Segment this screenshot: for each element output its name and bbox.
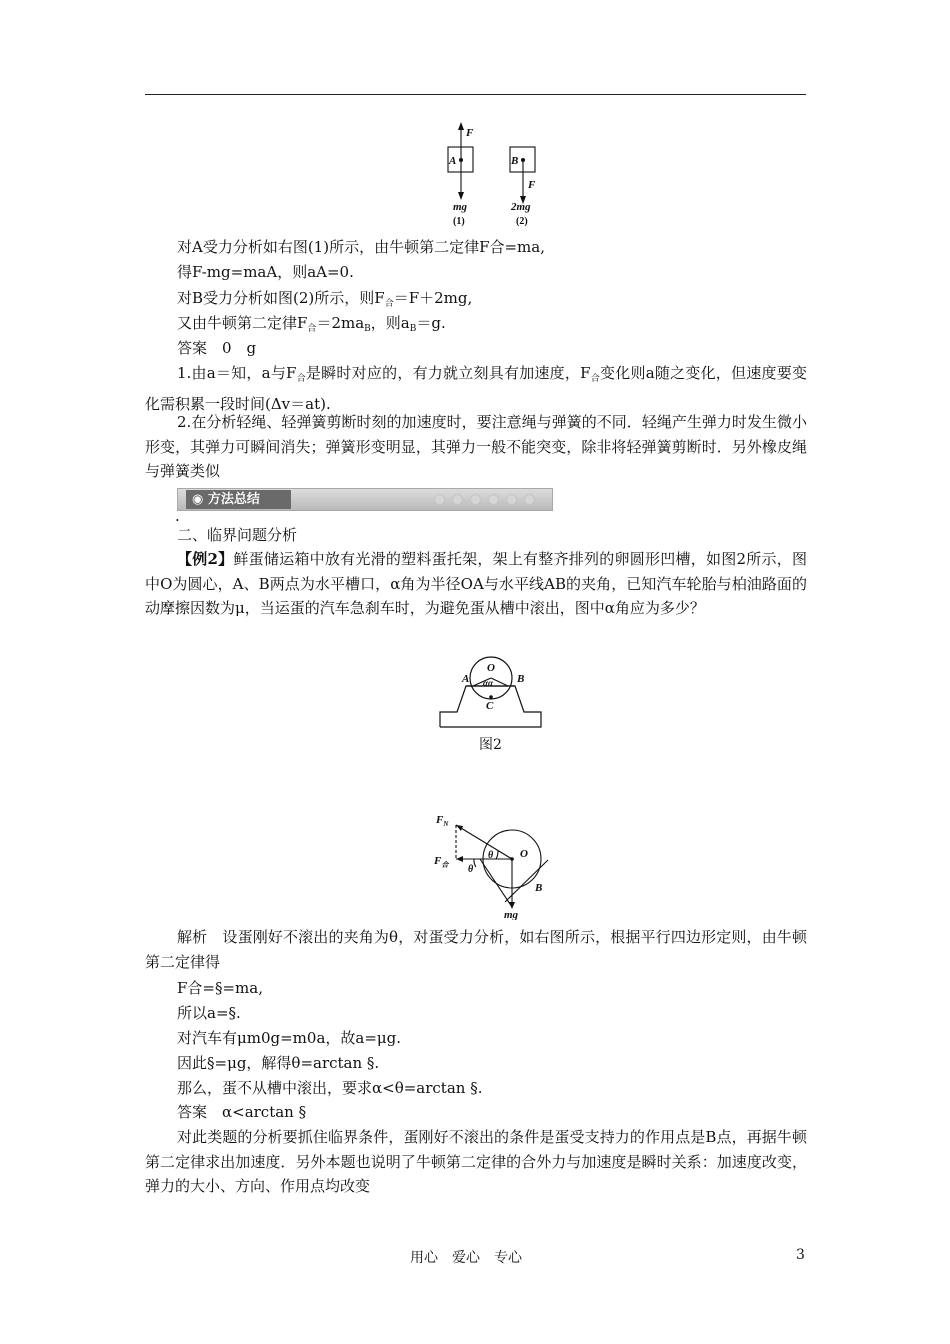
header-rule xyxy=(145,94,806,95)
answer-1: 答案 0 g xyxy=(177,339,257,357)
force-diagram-figure xyxy=(435,118,555,230)
arrow-icon xyxy=(456,825,463,831)
weight-label-2: 2mg xyxy=(511,201,531,213)
stray-period: . xyxy=(175,507,180,525)
egg-tray-figure xyxy=(435,652,547,730)
alpha-angle-label: αα xyxy=(483,678,493,688)
arrow-up-icon xyxy=(458,122,464,130)
analysis-a-line-1: 对A受力分析如右图(1)所示，由牛顿第二定律F合=ma, xyxy=(177,238,545,256)
section-2-title: 二、临界问题分析 xyxy=(177,526,298,544)
solution-line-3: 对汽车有μm0g=m0a，故a=μg. xyxy=(177,1029,402,1047)
egg-force-analysis-figure xyxy=(430,812,560,920)
point-o-label: O xyxy=(520,848,528,860)
method-summary-title: ◉ 方法总结 xyxy=(186,490,291,509)
theta-label-2: θ xyxy=(468,864,474,875)
banner-dot-icon xyxy=(470,494,481,505)
point-c-label: C xyxy=(486,700,494,712)
solution-line-5: 那么，蛋不从槽中滚出，要求α<θ=arctan §. xyxy=(177,1079,483,1097)
banner-dot-icon xyxy=(452,494,463,505)
summary-paragraph: 对此类题的分析要抓住临界条件，蛋刚好不滚出的条件是蛋受支持力的作用点是B点，再据牛顿第二定律求出加速度．另外本题也说明了牛顿第二定律的合外力与加速度是瞬时关系：加速度改变，弹力的大小、方向、作用点均改变 xyxy=(145,1128,807,1195)
figure1-caption-2: (2) xyxy=(516,216,528,227)
figure1-caption-1: (1) xyxy=(453,216,465,227)
weight-label: mg xyxy=(504,909,519,920)
solution-line-1: F合=§=ma, xyxy=(177,979,263,997)
arrow-down-icon xyxy=(458,192,464,200)
point-o-label: O xyxy=(487,662,495,674)
force-f-label-1: F xyxy=(466,127,474,139)
arrow-icon xyxy=(456,856,463,862)
banner-dot-icon xyxy=(488,494,499,505)
solution-answer: 答案 α<arctan § xyxy=(177,1103,307,1121)
theta-label-1: θ xyxy=(488,850,494,861)
point-b-label: B xyxy=(535,882,543,894)
banner-dot-icon xyxy=(524,494,535,505)
banner-dot-icon xyxy=(506,494,517,505)
page-number: 3 xyxy=(796,1247,805,1263)
net-force-label: $F_合$ xyxy=(434,855,449,869)
arrow-down-icon xyxy=(509,902,515,909)
note-1: 1.由a＝知，a与$F_合$是瞬时对应的，有力就立刻具有加速度，$F_合$变化则a随之变化，但速度要变化需积累一段时间(Δv＝at). xyxy=(145,364,807,413)
example-2: 【例2】鲜蛋储运箱中放有光滑的塑料蛋托架，架上有整齐排列的卵圆形凹槽，如图2所示，图中O为圆心，A、B两点为水平槽口，α角为半径OA与水平线AB的夹角，已知汽车轮胎与柏油路面的动摩擦因数为μ，当运蛋的汽车急刹车时，为避免蛋从槽中滚出，图中α角应为多少？ xyxy=(145,550,807,617)
force-f-label-2: F xyxy=(528,179,536,191)
solution-line-2: 所以a=§. xyxy=(177,1004,241,1022)
analysis-b-line-2: 又由牛顿第二定律$F_合=2ma_B$，则$a_B=g$. xyxy=(177,314,446,334)
weight-label-1: mg xyxy=(453,201,468,213)
point-a-label: A xyxy=(462,673,470,685)
note-2: 2.在分析轻绳、轻弹簧剪断时刻的加速度时，要注意绳与弹簧的不同．轻绳产生弹力时发生微小形变，其弹力可瞬间消失；弹簧形变明显，其弹力一般不能突变，除非将轻弹簧剪断时．另外橡皮绳与弹簧类似 xyxy=(145,413,807,480)
solution-line-4: 因此§=μg，解得θ=arctan §. xyxy=(177,1054,380,1072)
analysis-a-line-2: 得F-mg=maA，则aA=0. xyxy=(177,263,354,281)
banner-dot-icon xyxy=(434,494,445,505)
analysis-b-line-1: 对B受力分析如图(2)所示，则$F_合=F+2mg$, xyxy=(177,289,473,309)
point-b-label: B xyxy=(517,673,525,685)
figure-2-caption: 图2 xyxy=(479,737,502,753)
normal-force-label: $F_N$ xyxy=(436,814,449,828)
footer-motto: 用心 爱心 专心 xyxy=(410,1250,522,1266)
solution-intro: 解析 设蛋刚好不滚出的夹角为θ，对蛋受力分析，如右图所示，根据平行四边形定则，由牛顿第二定律得 xyxy=(145,928,807,971)
block-b-label: B xyxy=(511,155,519,167)
block-a-label: A xyxy=(449,155,457,167)
